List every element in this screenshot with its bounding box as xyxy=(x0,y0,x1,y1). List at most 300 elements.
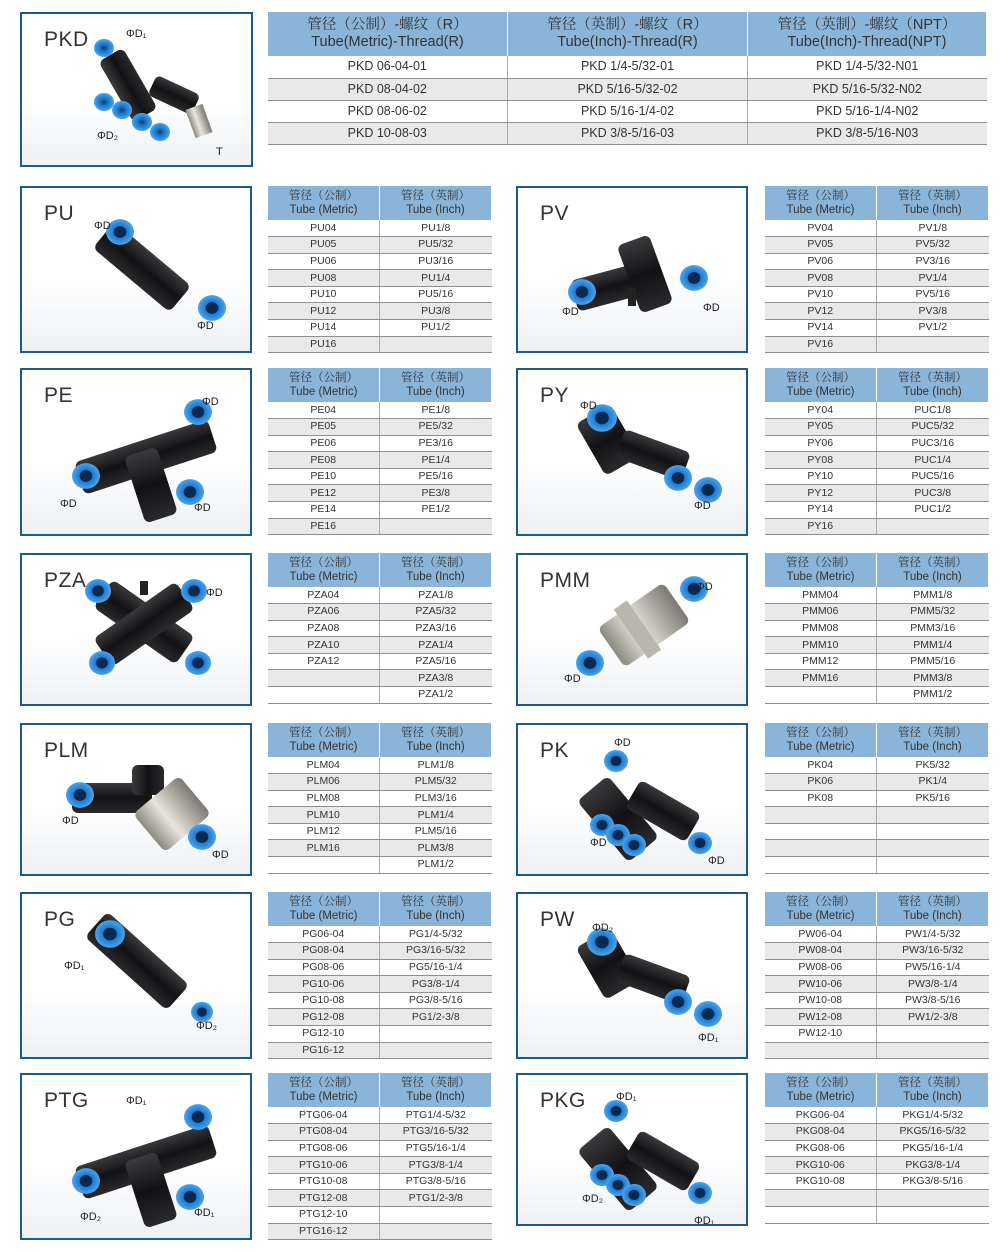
table-cell: PZA1/8 xyxy=(380,587,492,604)
column-header: 管径（公制） Tube (Metric) xyxy=(268,186,380,220)
pg-spec-table xyxy=(267,892,492,1059)
table-row xyxy=(268,253,492,270)
table-cell: PLM1/8 xyxy=(380,757,492,774)
column-header: 管径（公制） Tube (Metric) xyxy=(765,553,877,587)
table-row xyxy=(765,518,989,535)
table-cell: PY08 xyxy=(765,452,877,469)
table-cell: PG3/8-1/4 xyxy=(380,976,492,993)
table-row xyxy=(765,926,989,943)
table-cell: PE3/16 xyxy=(380,435,492,452)
table-row xyxy=(765,959,989,976)
table-cell: PU5/16 xyxy=(380,286,492,303)
table-cell: PW06-04 xyxy=(765,926,877,943)
table-header-row xyxy=(268,553,492,587)
fitting-illustration xyxy=(22,894,252,1059)
table-cell: PU14 xyxy=(268,320,380,337)
table-row xyxy=(268,286,492,303)
table-cell xyxy=(380,1026,492,1043)
table-cell: PLM3/16 xyxy=(380,790,492,807)
table-cell: PY16 xyxy=(765,518,877,535)
table-cell xyxy=(268,687,380,704)
table-cell: PKD 5/16-5/32-N02 xyxy=(748,78,987,100)
product-code: PZA xyxy=(44,569,87,592)
table-row xyxy=(765,435,989,452)
table-cell xyxy=(877,1042,989,1059)
plm-spec-table xyxy=(267,723,492,874)
table-cell: PMM12 xyxy=(765,653,877,670)
table-cell: PKG3/8-1/4 xyxy=(877,1157,989,1174)
table-cell: PE1/4 xyxy=(380,452,492,469)
table-cell: PE1/2 xyxy=(380,502,492,519)
table-cell: PKD 1/4-5/32-N01 xyxy=(748,56,987,78)
product-code: PY xyxy=(540,384,570,407)
table-row xyxy=(268,419,492,436)
table-cell: PU3/16 xyxy=(380,253,492,270)
column-header: 管径（英制） Tube (Inch) xyxy=(877,1073,989,1107)
dimension-label: ΦD xyxy=(60,498,77,510)
table-cell: PMM5/16 xyxy=(877,653,989,670)
table-cell: PUC3/8 xyxy=(877,485,989,502)
table-cell: PW12-10 xyxy=(765,1026,877,1043)
table-cell xyxy=(877,857,989,874)
table-cell: PLM1/4 xyxy=(380,807,492,824)
pw-spec-table xyxy=(764,892,989,1059)
dimension-label: ΦD₁ xyxy=(694,1215,715,1226)
table-cell: PKG08-04 xyxy=(765,1124,877,1141)
table-row xyxy=(268,1124,492,1141)
table-cell: PZA08 xyxy=(268,620,380,637)
table-header-row xyxy=(765,892,989,926)
column-header: 管径（公制） Tube (Metric) xyxy=(765,368,877,402)
table-row xyxy=(268,976,492,993)
column-header: 管径（英制） Tube (Inch) xyxy=(380,723,492,757)
column-header: 管径（公制） Tube (Metric) xyxy=(268,892,380,926)
table-cell: PLM06 xyxy=(268,774,380,791)
table-cell: PMM06 xyxy=(765,604,877,621)
table-row xyxy=(268,336,492,353)
table-cell: PU3/8 xyxy=(380,303,492,320)
table-row xyxy=(268,653,492,670)
table-cell: PV06 xyxy=(765,253,877,270)
column-header: 管径（英制）-螺纹（R） Tube(Inch)-Thread(R) xyxy=(508,12,748,56)
table-cell xyxy=(765,1207,877,1224)
table-cell: PTG10-08 xyxy=(268,1173,380,1190)
product-code: PW xyxy=(540,908,575,931)
column-header: 管径（英制） Tube (Inch) xyxy=(380,1073,492,1107)
dimension-label: ΦD₁ xyxy=(126,1095,147,1107)
table-cell: PV5/16 xyxy=(877,286,989,303)
table-cell: PE08 xyxy=(268,452,380,469)
table-cell: PMM3/8 xyxy=(877,670,989,687)
table-row xyxy=(765,637,989,654)
table-row xyxy=(765,1207,989,1224)
table-row xyxy=(268,303,492,320)
pk-image xyxy=(516,723,748,876)
table-cell: PY14 xyxy=(765,502,877,519)
table-cell: PTG3/8-5/16 xyxy=(380,1173,492,1190)
table-cell: PV1/8 xyxy=(877,220,989,237)
table-row xyxy=(268,620,492,637)
table-header-row xyxy=(765,368,989,402)
table-row xyxy=(268,823,492,840)
table-cell: PKG10-06 xyxy=(765,1157,877,1174)
table-row xyxy=(268,790,492,807)
table-cell xyxy=(380,1207,492,1224)
product-code: PKG xyxy=(540,1089,586,1112)
table-row xyxy=(765,1124,989,1141)
table-cell: PZA5/16 xyxy=(380,653,492,670)
table-row xyxy=(268,320,492,337)
table-row xyxy=(268,402,492,419)
table-row xyxy=(765,840,989,857)
table-row xyxy=(268,100,987,122)
table-row xyxy=(765,1157,989,1174)
table-cell xyxy=(877,1207,989,1224)
table-cell: PW08-06 xyxy=(765,959,877,976)
table-cell: PV05 xyxy=(765,237,877,254)
dimension-label: ΦD xyxy=(194,502,211,514)
column-header: 管径（公制） Tube (Metric) xyxy=(765,723,877,757)
table-cell: PTG1/2-3/8 xyxy=(380,1190,492,1207)
table-cell: PW1/2-3/8 xyxy=(877,1009,989,1026)
column-header: 管径（英制） Tube (Inch) xyxy=(380,368,492,402)
table-row xyxy=(268,220,492,237)
table-row xyxy=(765,1140,989,1157)
table-cell: PV12 xyxy=(765,303,877,320)
table-row xyxy=(765,419,989,436)
table-row xyxy=(268,1009,492,1026)
fitting-illustration xyxy=(22,555,252,706)
table-cell: PW12-08 xyxy=(765,1009,877,1026)
table-cell: PUC1/8 xyxy=(877,402,989,419)
table-row xyxy=(765,1173,989,1190)
table-header-row xyxy=(268,368,492,402)
pu-image xyxy=(20,186,252,353)
table-cell: PW10-06 xyxy=(765,976,877,993)
product-code: PMM xyxy=(540,569,591,592)
product-code: PV xyxy=(540,202,570,225)
table-cell: PMM1/2 xyxy=(877,687,989,704)
column-header: 管径（公制） Tube (Metric) xyxy=(268,723,380,757)
pe-image xyxy=(20,368,252,536)
table-row xyxy=(765,992,989,1009)
table-cell: PU1/2 xyxy=(380,320,492,337)
column-header: 管径（公制） Tube (Metric) xyxy=(268,1073,380,1107)
column-header: 管径（公制） Tube (Metric) xyxy=(765,186,877,220)
table-cell: PTG12-08 xyxy=(268,1190,380,1207)
dimension-label: ΦD xyxy=(197,320,214,332)
table-row xyxy=(268,840,492,857)
table-row xyxy=(268,670,492,687)
table-row xyxy=(765,485,989,502)
column-header: 管径（英制） Tube (Inch) xyxy=(877,553,989,587)
table-cell xyxy=(380,518,492,535)
table-row xyxy=(268,992,492,1009)
dimension-label: ΦD xyxy=(580,400,597,412)
table-row xyxy=(268,270,492,287)
table-cell: PG10-06 xyxy=(268,976,380,993)
table-cell: PV14 xyxy=(765,320,877,337)
table-row xyxy=(765,286,989,303)
table-cell: PG12-08 xyxy=(268,1009,380,1026)
table-row xyxy=(268,687,492,704)
table-cell: PZA3/8 xyxy=(380,670,492,687)
table-cell: PG08-04 xyxy=(268,943,380,960)
table-cell xyxy=(877,840,989,857)
table-cell: PV1/4 xyxy=(877,270,989,287)
table-cell: PE1/8 xyxy=(380,402,492,419)
fitting-illustration xyxy=(518,370,748,536)
table-cell: PG10-08 xyxy=(268,992,380,1009)
table-row xyxy=(765,320,989,337)
pk-spec-table xyxy=(764,723,989,874)
table-cell: PKD 5/16-5/32-02 xyxy=(508,78,748,100)
table-cell: PU1/4 xyxy=(380,270,492,287)
column-header: 管径（英制） Tube (Inch) xyxy=(877,892,989,926)
table-cell: PZA12 xyxy=(268,653,380,670)
table-row xyxy=(268,1107,492,1124)
table-cell: PZA1/2 xyxy=(380,687,492,704)
dimension-label: ΦD xyxy=(206,587,223,599)
table-cell xyxy=(765,1190,877,1207)
table-cell: PV08 xyxy=(765,270,877,287)
table-row xyxy=(765,468,989,485)
table-header-row xyxy=(268,892,492,926)
dimension-label: ΦD xyxy=(94,220,111,232)
table-cell: PLM12 xyxy=(268,823,380,840)
table-cell: PKG1/4-5/32 xyxy=(877,1107,989,1124)
dimension-label: ΦD xyxy=(590,837,607,849)
table-cell: PMM08 xyxy=(765,620,877,637)
table-row xyxy=(765,604,989,621)
table-cell: PG1/2-3/8 xyxy=(380,1009,492,1026)
table-cell: PV5/32 xyxy=(877,237,989,254)
table-cell xyxy=(877,807,989,824)
dimension-label: ΦD xyxy=(562,306,579,318)
dimension-label: ΦD₂ xyxy=(80,1211,101,1223)
table-cell: PKD 1/4-5/32-01 xyxy=(508,56,748,78)
table-row xyxy=(765,502,989,519)
table-cell: PW10-08 xyxy=(765,992,877,1009)
table-cell xyxy=(877,1190,989,1207)
dimension-label: ΦD₂ xyxy=(196,1020,217,1032)
table-row xyxy=(268,468,492,485)
ptg-image xyxy=(20,1073,252,1240)
table-row xyxy=(268,1207,492,1224)
table-cell: PLM16 xyxy=(268,840,380,857)
column-header: 管径（英制） Tube (Inch) xyxy=(380,553,492,587)
dimension-label: ΦD xyxy=(202,396,219,408)
table-cell: PV16 xyxy=(765,336,877,353)
dimension-label: ΦD xyxy=(62,815,79,827)
table-cell: PY12 xyxy=(765,485,877,502)
pkd-spec-table xyxy=(267,12,987,145)
table-row xyxy=(268,587,492,604)
fitting-illustration xyxy=(518,725,748,876)
table-row xyxy=(765,1026,989,1043)
column-header: 管径（公制） Tube (Metric) xyxy=(765,892,877,926)
table-row xyxy=(765,237,989,254)
table-cell: PG5/16-1/4 xyxy=(380,959,492,976)
table-cell: PZA06 xyxy=(268,604,380,621)
table-row xyxy=(268,502,492,519)
table-cell: PK06 xyxy=(765,774,877,791)
table-row xyxy=(268,1190,492,1207)
table-row xyxy=(268,807,492,824)
table-header-row xyxy=(765,553,989,587)
column-header: 管径（英制）-螺纹（NPT） Tube(Inch)-Thread(NPT) xyxy=(748,12,987,56)
table-header-row xyxy=(268,1073,492,1107)
column-header: 管径（公制） Tube (Metric) xyxy=(268,368,380,402)
table-row xyxy=(765,790,989,807)
table-cell: PK08 xyxy=(765,790,877,807)
pmm-image xyxy=(516,553,748,706)
table-cell: PUC3/16 xyxy=(877,435,989,452)
table-row xyxy=(765,587,989,604)
py-image xyxy=(516,368,748,536)
table-cell: PZA10 xyxy=(268,637,380,654)
table-cell: PV1/2 xyxy=(877,320,989,337)
table-cell: PKD 08-04-02 xyxy=(268,78,508,100)
table-row xyxy=(765,976,989,993)
table-cell xyxy=(765,840,877,857)
table-cell: PV3/16 xyxy=(877,253,989,270)
column-header: 管径（公制） Tube (Metric) xyxy=(268,553,380,587)
table-cell: PKG5/16-5/32 xyxy=(877,1124,989,1141)
table-cell: PLM5/16 xyxy=(380,823,492,840)
table-cell: PKG08-06 xyxy=(765,1140,877,1157)
table-cell xyxy=(877,518,989,535)
table-row xyxy=(268,518,492,535)
table-row xyxy=(765,943,989,960)
pza-spec-table xyxy=(267,553,492,704)
table-cell: PKG10-08 xyxy=(765,1173,877,1190)
table-cell: PUC5/16 xyxy=(877,468,989,485)
table-cell: PV3/8 xyxy=(877,303,989,320)
table-cell: PK5/32 xyxy=(877,757,989,774)
table-cell: PTG08-06 xyxy=(268,1140,380,1157)
table-row xyxy=(268,237,492,254)
table-cell: PG3/16-5/32 xyxy=(380,943,492,960)
table-row xyxy=(765,757,989,774)
table-cell xyxy=(877,1026,989,1043)
table-row xyxy=(765,303,989,320)
column-header: 管径（英制） Tube (Inch) xyxy=(877,723,989,757)
dimension-label: ΦD xyxy=(564,673,581,685)
table-cell: PU12 xyxy=(268,303,380,320)
table-cell: PY04 xyxy=(765,402,877,419)
table-cell: PY10 xyxy=(765,468,877,485)
table-cell: PTG5/16-1/4 xyxy=(380,1140,492,1157)
dimension-label: ΦD₂ xyxy=(97,130,118,142)
table-cell: PG12-10 xyxy=(268,1026,380,1043)
column-header: 管径（英制） Tube (Inch) xyxy=(380,186,492,220)
table-cell: PE3/8 xyxy=(380,485,492,502)
dimension-label: ΦD xyxy=(696,581,713,593)
table-cell: PKD 3/8-5/16-N03 xyxy=(748,122,987,144)
table-cell: PUC1/4 xyxy=(877,452,989,469)
ptg-spec-table xyxy=(267,1073,492,1240)
table-header-row xyxy=(268,723,492,757)
table-cell xyxy=(765,687,877,704)
table-header-row xyxy=(765,1073,989,1107)
table-cell: PK5/16 xyxy=(877,790,989,807)
table-cell xyxy=(268,670,380,687)
plm-image xyxy=(20,723,252,876)
table-cell: PU08 xyxy=(268,270,380,287)
table-cell: PTG16-12 xyxy=(268,1223,380,1240)
table-row xyxy=(765,336,989,353)
table-cell xyxy=(765,857,877,874)
table-cell: PLM5/32 xyxy=(380,774,492,791)
table-row xyxy=(268,757,492,774)
table-row xyxy=(268,1223,492,1240)
pv-spec-table xyxy=(764,186,989,353)
table-cell: PW08-04 xyxy=(765,943,877,960)
table-cell: PE5/16 xyxy=(380,468,492,485)
table-cell: PG08-06 xyxy=(268,959,380,976)
table-cell: PW1/4-5/32 xyxy=(877,926,989,943)
table-cell: PU5/32 xyxy=(380,237,492,254)
table-cell: PKD 06-04-01 xyxy=(268,56,508,78)
table-row xyxy=(765,1107,989,1124)
table-row xyxy=(268,56,987,78)
product-code: PTG xyxy=(44,1089,89,1112)
table-cell: PU10 xyxy=(268,286,380,303)
product-code: PG xyxy=(44,908,76,931)
table-cell: PY05 xyxy=(765,419,877,436)
table-cell xyxy=(877,336,989,353)
table-row xyxy=(765,807,989,824)
table-row xyxy=(765,1009,989,1026)
table-row xyxy=(765,253,989,270)
table-cell: PTG3/8-1/4 xyxy=(380,1157,492,1174)
pg-image xyxy=(20,892,252,1059)
table-cell: PE06 xyxy=(268,435,380,452)
table-cell: PU1/8 xyxy=(380,220,492,237)
dimension-label: ΦD₁ xyxy=(616,1091,637,1103)
product-code: PK xyxy=(540,739,570,762)
table-cell: PK04 xyxy=(765,757,877,774)
table-row xyxy=(765,823,989,840)
table-row xyxy=(765,687,989,704)
dimension-label: T xyxy=(216,146,223,158)
table-cell: PK1/4 xyxy=(877,774,989,791)
table-cell: PTG12-10 xyxy=(268,1207,380,1224)
table-cell: PU05 xyxy=(268,237,380,254)
table-cell: PZA3/16 xyxy=(380,620,492,637)
pkd-image xyxy=(20,12,253,167)
table-row xyxy=(268,1157,492,1174)
table-cell: PE05 xyxy=(268,419,380,436)
table-cell: PMM1/8 xyxy=(877,587,989,604)
table-cell: PMM04 xyxy=(765,587,877,604)
table-cell: PW5/16-1/4 xyxy=(877,959,989,976)
product-code: PU xyxy=(44,202,75,225)
column-header: 管径（英制） Tube (Inch) xyxy=(877,186,989,220)
table-cell: PG3/8-5/16 xyxy=(380,992,492,1009)
table-row xyxy=(268,78,987,100)
table-row xyxy=(268,435,492,452)
pw-image xyxy=(516,892,748,1059)
table-cell: PG06-04 xyxy=(268,926,380,943)
dimension-label: ΦD₁ xyxy=(194,1207,215,1219)
table-cell: PTG3/16-5/32 xyxy=(380,1124,492,1141)
table-cell: PTG1/4-5/32 xyxy=(380,1107,492,1124)
pu-spec-table xyxy=(267,186,492,353)
product-code: PLM xyxy=(44,739,89,762)
pkg-spec-table xyxy=(764,1073,989,1224)
